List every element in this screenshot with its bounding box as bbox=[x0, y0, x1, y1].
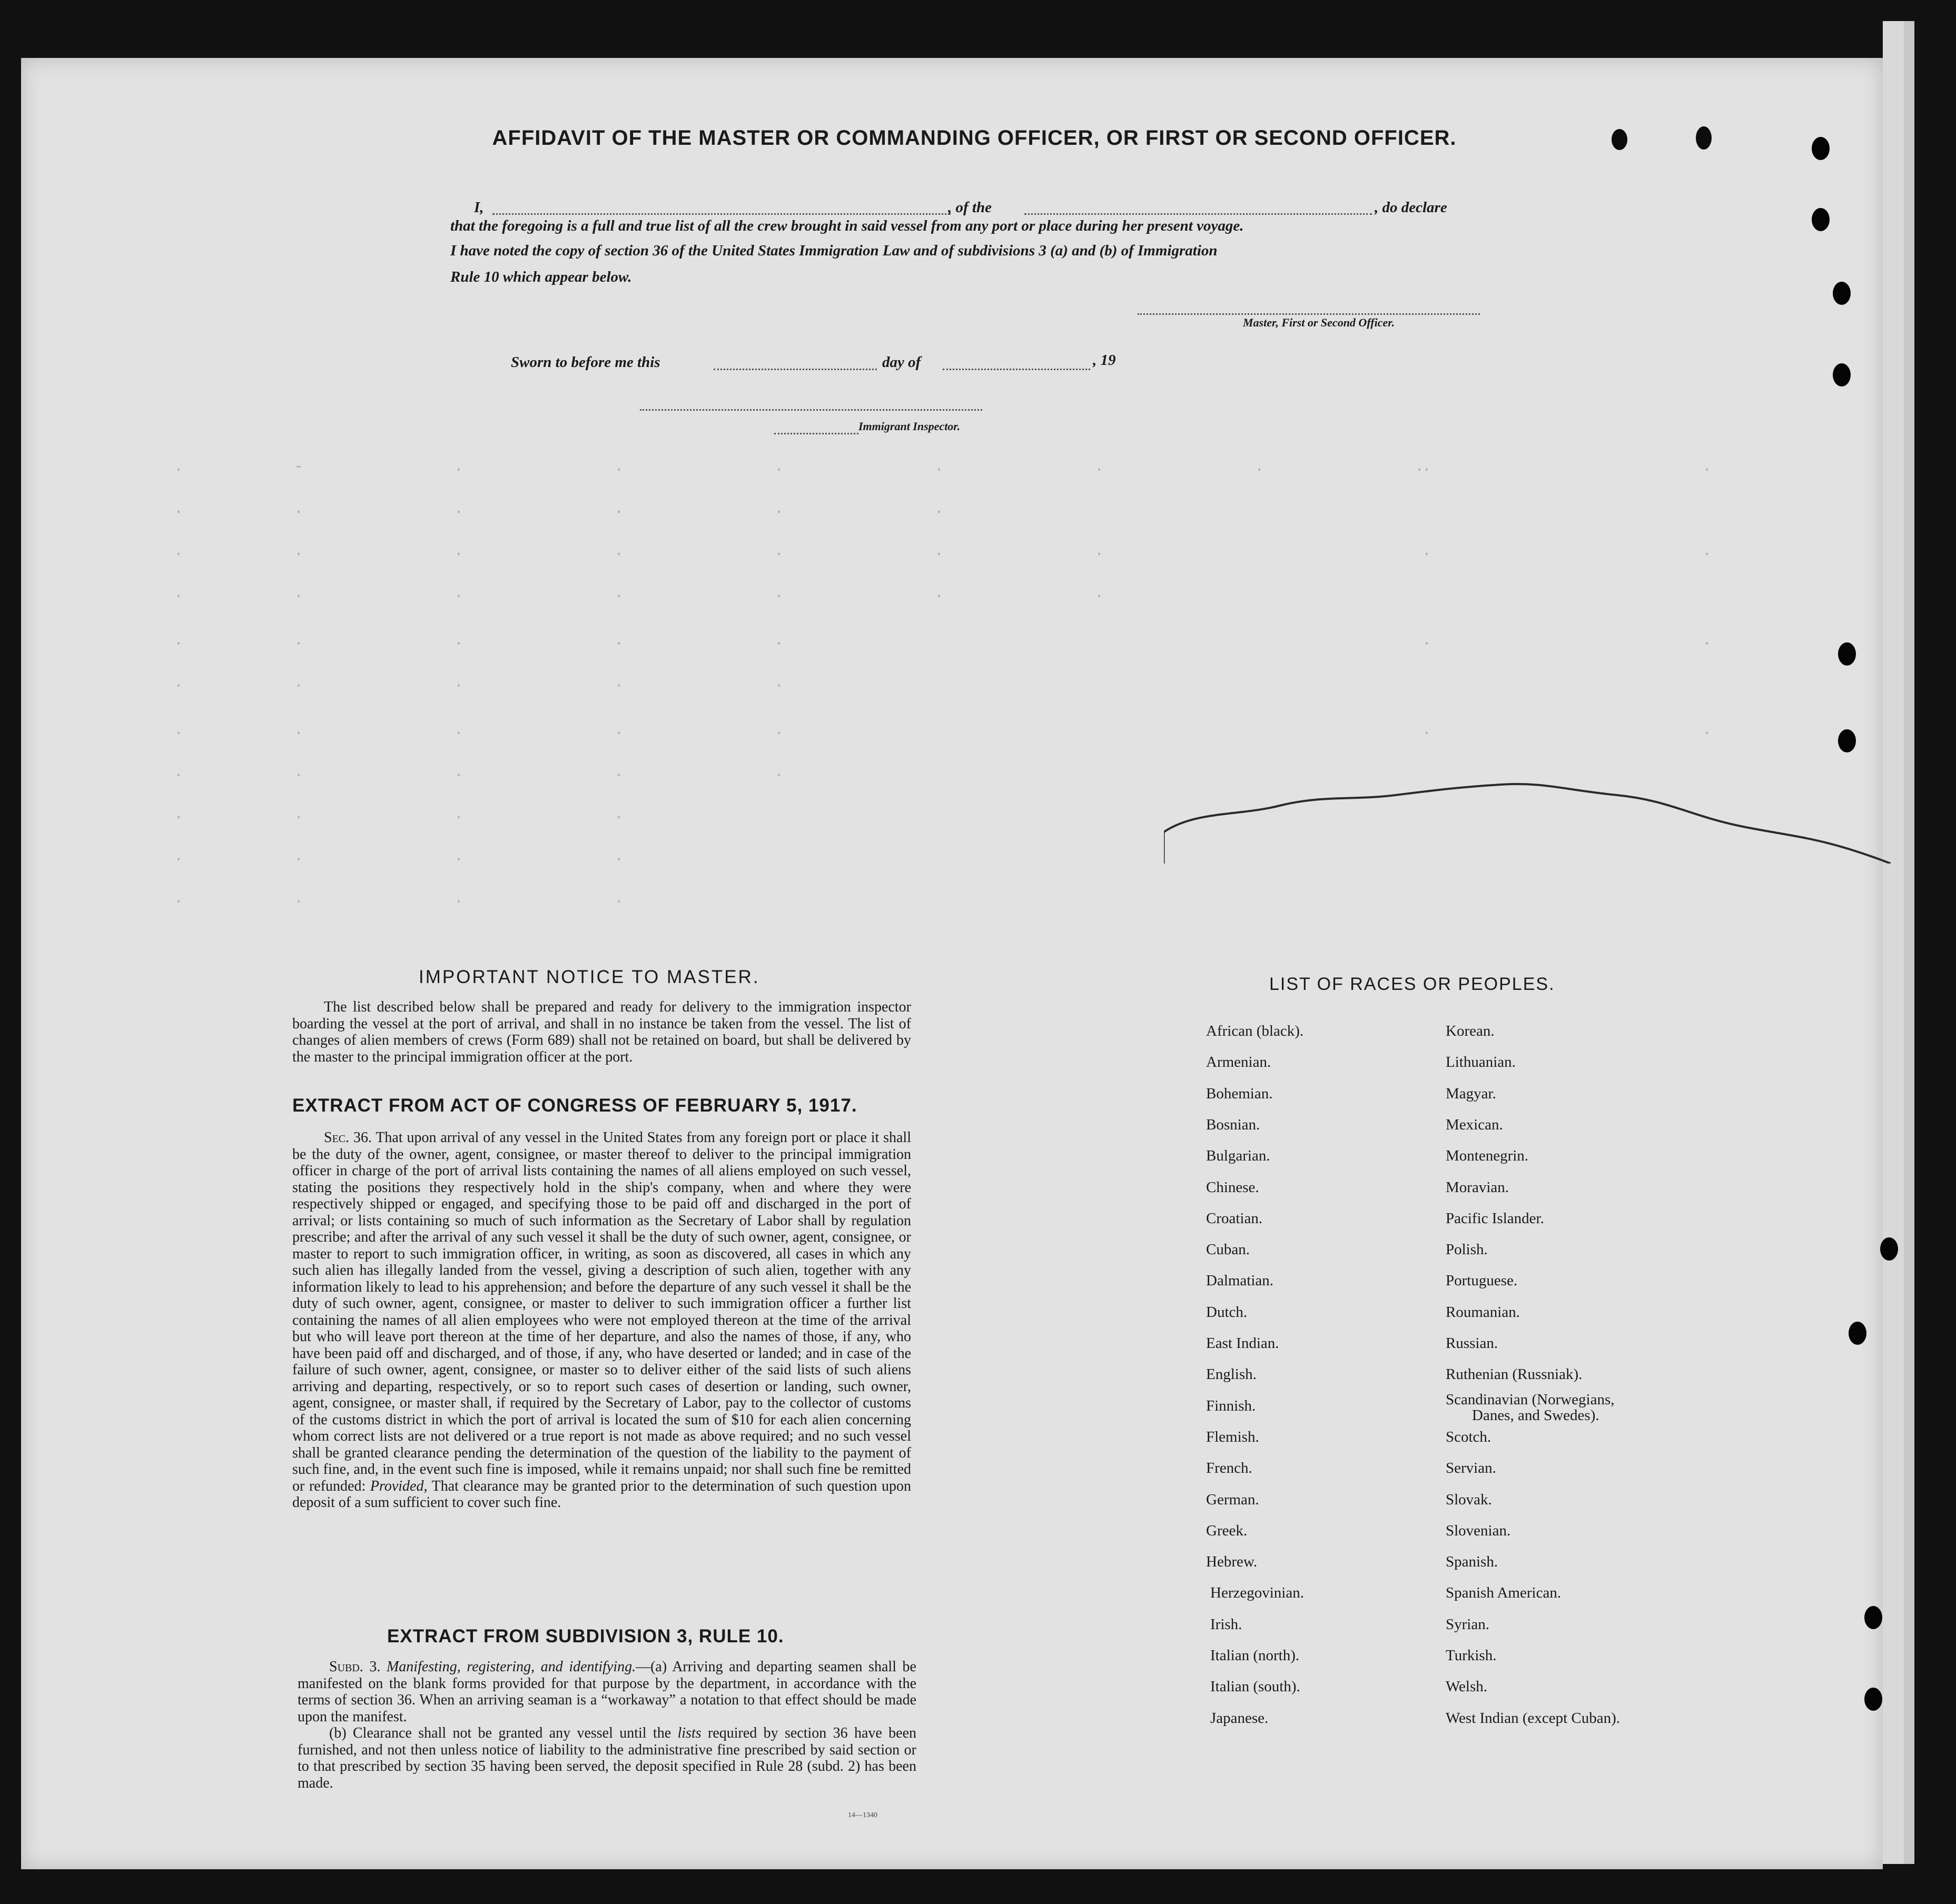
race-right-item: Portuguese. bbox=[1446, 1272, 1518, 1290]
race-left-item: Finnish. bbox=[1206, 1397, 1256, 1414]
punch-hole bbox=[1838, 729, 1856, 752]
race-left-item: Greek. bbox=[1206, 1522, 1248, 1539]
race-right-item: Slovenian. bbox=[1446, 1522, 1511, 1539]
race-right-item: Magyar. bbox=[1446, 1085, 1496, 1102]
paper-tear bbox=[1164, 779, 1891, 864]
bleed-through-row: . . . . bbox=[174, 848, 655, 866]
inspector-signature-field[interactable] bbox=[640, 409, 982, 411]
subd-para-a: —(a) Arriving and departing seamen shall be manifested on the blank forms provided for that purpose by the department, in accordance with the terms of section 36. When an arriving seaman is a “workaway” a notation to that effect should be made upon the manifest. bbox=[298, 1659, 916, 1725]
punch-hole bbox=[1833, 363, 1851, 386]
race-right-item: Polish. bbox=[1446, 1241, 1488, 1258]
bleed-through-row: . . . . bbox=[174, 890, 655, 908]
act-title: EXTRACT FROM ACT OF CONGRESS OF FEBRUARY 5, 1917. bbox=[292, 1095, 857, 1116]
year-text: , 19 bbox=[1093, 352, 1116, 369]
notice-paragraph: The list described below shall be prepared and ready for delivery to the immigration inspector boarding the vessel at the port of arrival, and shall in no instance be taken from the vessel. The list of changes of alien members of crews (Form 689) shall not be retained on board, but shall be delivered by the master to the principal immigration officer at the port. bbox=[292, 999, 911, 1065]
page-edge-strip bbox=[1883, 21, 1904, 1864]
race-left-item: Japanese. bbox=[1210, 1709, 1269, 1727]
act-provided: Provided, bbox=[370, 1477, 428, 1494]
race-left-item: German. bbox=[1206, 1491, 1259, 1508]
punch-hole bbox=[1864, 1606, 1882, 1629]
race-right-item: Turkish. bbox=[1446, 1647, 1497, 1664]
bleed-through-row: . . bbox=[1422, 721, 1743, 739]
bleed-through-row: . . . . . . . bbox=[174, 584, 1135, 602]
punch-hole bbox=[1812, 208, 1830, 231]
race-right-item-continuation: Danes, and Swedes). bbox=[1472, 1406, 1599, 1424]
subdivision-text bbox=[298, 1659, 916, 1791]
bleed-through-row: . . . . . bbox=[174, 721, 815, 739]
punch-hole bbox=[1838, 642, 1856, 666]
act-body-end: That clearance may be granted prior to the determination of such question upon deposit of a sum sufficient to cover such fine. bbox=[292, 1477, 912, 1511]
race-left-item: Italian (south). bbox=[1210, 1678, 1300, 1695]
punch-hole bbox=[1833, 282, 1851, 305]
affidavit-line1-start: I, bbox=[474, 199, 484, 216]
master-signature-label: Master, First or Second Officer. bbox=[1243, 316, 1395, 329]
affidavit-title: AFFIDAVIT OF THE MASTER OR COMMANDING OFFICER, OR FIRST OR SECOND OFFICER. bbox=[492, 126, 1457, 150]
affidavit-line1-end: , do declare bbox=[1375, 199, 1447, 216]
bleed-through-row: . . . . . . . bbox=[174, 542, 1135, 560]
declarant-name-field[interactable] bbox=[492, 213, 951, 215]
subd-heading: Manifesting, registering, and identifying. bbox=[386, 1659, 636, 1675]
subdivision-title: EXTRACT FROM SUBDIVISION 3, RULE 10. bbox=[387, 1626, 784, 1647]
act-section-label: Sec. 36. bbox=[324, 1129, 372, 1146]
race-left-item: English. bbox=[1206, 1366, 1257, 1383]
form-code: 14—1340 bbox=[848, 1811, 877, 1819]
race-right-item: Pacific Islander. bbox=[1446, 1209, 1544, 1227]
race-right-item: Scandinavian (Norwegians, bbox=[1446, 1391, 1615, 1408]
affidavit-line2: that the foregoing is a full and true list of all the crew brought in said vessel from any port or place during her present voyage. bbox=[450, 217, 1244, 234]
affidavit-line4: Rule 10 which appear below. bbox=[450, 269, 632, 285]
race-right-item: Scotch. bbox=[1446, 1428, 1491, 1445]
sworn-month-field[interactable] bbox=[943, 369, 1090, 370]
subdivision-paragraph-b bbox=[298, 1725, 916, 1791]
race-right-item: Spanish American. bbox=[1446, 1584, 1562, 1602]
race-left-item: Chinese. bbox=[1206, 1178, 1259, 1196]
race-left-item: African (black). bbox=[1206, 1023, 1304, 1039]
subdivision-paragraph-a bbox=[298, 1659, 916, 1725]
race-left-item: Bohemian. bbox=[1206, 1085, 1273, 1102]
affidavit-line3: I have noted the copy of section 36 of the United States Immigration Law and of subdivisions 3 (a) and (b) of Immigration bbox=[450, 242, 1218, 259]
subd-label: Subd. 3. bbox=[329, 1659, 381, 1675]
bleed-through-row: . . . . . bbox=[174, 632, 815, 650]
subd-para-b-lists: lists bbox=[677, 1725, 702, 1741]
bleed-through-row: . . bbox=[1422, 458, 1743, 476]
race-left-item: Herzegovinian. bbox=[1210, 1584, 1304, 1602]
race-left-item: Italian (north). bbox=[1210, 1647, 1300, 1664]
race-right-item: West Indian (except Cuban). bbox=[1446, 1709, 1621, 1727]
race-right-item: Korean. bbox=[1446, 1023, 1495, 1039]
race-left-item: Irish. bbox=[1210, 1615, 1242, 1633]
race-left-item: Bosnian. bbox=[1206, 1116, 1260, 1133]
bleed-through-row: . . . . . bbox=[174, 674, 815, 692]
race-right-item: Russian. bbox=[1446, 1335, 1498, 1352]
race-right-item: Servian. bbox=[1446, 1460, 1496, 1477]
inspector-label: Immigrant Inspector. bbox=[858, 420, 961, 433]
bleed-through-row: . . bbox=[1422, 542, 1743, 560]
manifest-sheet bbox=[21, 58, 1883, 1869]
race-left-item: Hebrew. bbox=[1206, 1553, 1258, 1571]
race-left-item: Cuban. bbox=[1206, 1241, 1250, 1258]
race-left-item: Dutch. bbox=[1206, 1303, 1248, 1321]
race-right-item: Lithuanian. bbox=[1446, 1054, 1516, 1071]
affidavit-line1-mid: , of the bbox=[948, 199, 992, 216]
act-text bbox=[292, 1129, 911, 1511]
race-right-item: Roumanian. bbox=[1446, 1303, 1520, 1321]
bleed-through-row: . . . . . . bbox=[174, 500, 975, 518]
act-paragraph bbox=[292, 1129, 911, 1511]
race-left-item: East Indian. bbox=[1206, 1335, 1279, 1352]
race-right-item: Moravian. bbox=[1446, 1178, 1509, 1196]
act-body: That upon arrival of any vessel in the United States from any foreign port or place it shall be the duty of the owner, agent, consignee, or master thereof to deliver to the principal immigration officer in charge of the port of arrival lists containing the names of all aliens employed on such vessel, stating the positions they respectively hold in the ship's company, when and where they were respectively shipped or engaged, and specifying those to be paid off and discharged in the port of arrival; or lists containing so much of such information as the Secretary of Labor shall by regulation prescribe; and after the arrival of any such vessel it shall be the duty of such owner, agent, consignee, or master to report to such immigration officer, in writing, as soon as discovered, all cases in which any such alien has illegally landed from the vessel, giving a description of such alien, together with any information likely to lead to his apprehension; and before the departure of any such vessel it shall be the duty of such owner, agent, consignee, or master to deliver to such immigration officer a further list containing the names of all alien employees who were not employed thereon at the time of the arrival but who will leave port thereon at the time of her departure, and also the names of those, if any, who have been paid off and discharged, and of those, if any, who have deserted or landed; and in case of the failure of such owner, agent, consignee, or master so to deliver either of the said lists of such aliens arriving and departing, respectively, or so to report such cases of desertion or landing, such owner, agent, consignee, or master shall, if required by the Secretary of Labor, pay to the collector of customs of the customs district in which the port of arrival is located the sum of $10 for each alien concerning whom correct lists are not delivered or a true report is not made as above required; and no such vessel shall be granted clearance pending the determination of the question of the liability to the payment of such fine, and, in the event such fine is imposed, while it remains unpaid; nor shall such fine be remitted or refunded: bbox=[292, 1129, 911, 1494]
subd-para-b-start: (b) Clearance shall not be granted any vessel until the bbox=[329, 1725, 671, 1741]
race-right-item: Spanish. bbox=[1446, 1553, 1498, 1571]
master-signature-field[interactable] bbox=[1138, 313, 1480, 315]
punch-hole bbox=[1849, 1322, 1866, 1345]
race-right-item: Slovak. bbox=[1446, 1491, 1492, 1508]
sworn-day-field[interactable] bbox=[714, 369, 877, 370]
day-of-text: day of bbox=[882, 354, 921, 371]
subd-para-b-end: required by section 36 have been furnished, and not then unless notice of liability to the administrative fine prescribed by said section or to that prescribed by section 35 having been served, the deposit specified in Rule 28 (subd. 2) has been made. bbox=[298, 1725, 917, 1791]
race-left-item: Croatian. bbox=[1206, 1209, 1263, 1227]
race-left-item: Flemish. bbox=[1206, 1428, 1259, 1445]
page-edge-strip-2 bbox=[1904, 21, 1914, 1864]
race-left-item: French. bbox=[1206, 1460, 1252, 1477]
punch-hole bbox=[1696, 126, 1712, 150]
bleed-through-row: . . . . bbox=[174, 806, 655, 824]
vessel-name-field[interactable] bbox=[1024, 213, 1372, 215]
race-left-item: Bulgarian. bbox=[1206, 1147, 1270, 1165]
race-right-item: Welsh. bbox=[1446, 1678, 1488, 1695]
race-right-item: Ruthenian (Russniak). bbox=[1446, 1366, 1583, 1383]
bleed-through-row: . . bbox=[1422, 632, 1743, 650]
notice-title: IMPORTANT NOTICE TO MASTER. bbox=[419, 967, 760, 987]
race-right-item: Montenegrin. bbox=[1446, 1147, 1529, 1165]
punch-hole bbox=[1864, 1688, 1882, 1711]
inspector-signature-field-2[interactable] bbox=[774, 433, 858, 434]
race-right-item: Mexican. bbox=[1446, 1116, 1503, 1133]
punch-hole bbox=[1880, 1237, 1898, 1261]
race-left-item: Dalmatian. bbox=[1206, 1272, 1274, 1290]
notice-text bbox=[292, 999, 911, 1065]
punch-hole bbox=[1612, 129, 1627, 150]
punch-hole bbox=[1812, 137, 1830, 160]
bleed-through-row: . . . . . bbox=[174, 763, 815, 781]
race-left-item: Armenian. bbox=[1206, 1054, 1271, 1071]
sworn-text: Sworn to before me this bbox=[511, 354, 660, 371]
race-right-item: Syrian. bbox=[1446, 1615, 1489, 1633]
bleed-through-row: . - . . . . . . . bbox=[174, 458, 1455, 476]
races-title: LIST OF RACES OR PEOPLES. bbox=[1269, 974, 1555, 994]
